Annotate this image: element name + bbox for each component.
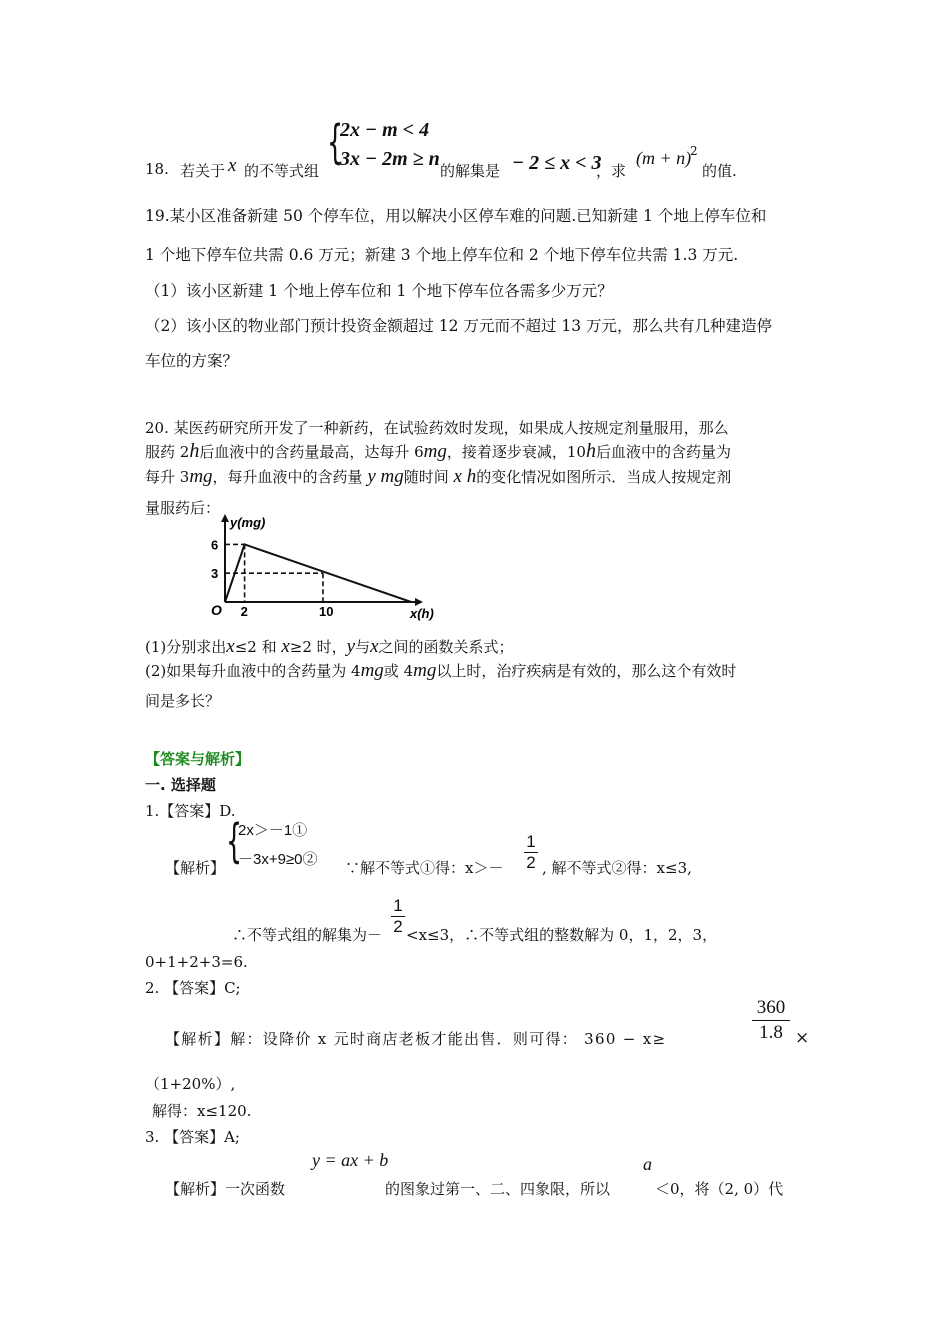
a1-fraction-2 bbox=[391, 896, 405, 937]
a1-label: 1.【答案】D. bbox=[145, 802, 236, 820]
drug-concentration-chart bbox=[205, 510, 445, 625]
a2-label: 2. 【答案】C; bbox=[145, 979, 241, 997]
q20-line-3: 每升 3mg，每升血液中的含药量 y mg随时间 x h的变化情况如图所示．当成人按规定剂 bbox=[145, 466, 732, 487]
x-axis-label: x(h) bbox=[410, 606, 434, 621]
a3-text-2: 的图象过第一、二、四象限，所以 bbox=[385, 1180, 611, 1198]
a2-text-2: （1+20%）, bbox=[145, 1075, 236, 1093]
a2-text-3: 解得：x≤120. bbox=[152, 1102, 252, 1120]
q18-number: 18. bbox=[145, 160, 169, 178]
x-axis-arrow bbox=[415, 598, 423, 606]
y-axis-arrow bbox=[221, 514, 229, 522]
q20-part-2-cont: 间是多长？ bbox=[145, 692, 221, 710]
a1-text-2: , 解不等式②得：x≤3, bbox=[542, 859, 692, 877]
a1-system-2: －3x+9≥0② bbox=[238, 851, 318, 868]
x-tick-label: 10 bbox=[319, 604, 334, 619]
q18-text-a: 若关于 bbox=[180, 162, 226, 180]
a2-fraction-num: 360 bbox=[756, 997, 786, 1018]
a1-fraction-2-den: 2 bbox=[391, 916, 405, 937]
q20-part-1: (1)分别求出x≤2 和 x≥2 时，y与x之间的函数关系式； bbox=[145, 636, 514, 657]
y-tick-label: 6 bbox=[211, 537, 219, 553]
q20-line-1: 20. 某医药研究所开发了一种新药，在试验药效时发现，如果成人按规定剂量服用，那么 bbox=[145, 419, 729, 437]
q18-expression: (m + n) bbox=[636, 148, 692, 168]
q19-line-1: 19.某小区准备新建 50 个停车位，用以解决小区停车难的问题.已知新建 1 个地上停车位和 bbox=[145, 207, 767, 225]
y-axis-label: y(mg) bbox=[230, 515, 266, 530]
a1-analysis-label: 【解析】 bbox=[165, 859, 226, 877]
q18-text-b: 的不等式组 bbox=[244, 162, 320, 180]
y-tick-label: 3 bbox=[211, 566, 219, 582]
a1-fraction-1-den: 2 bbox=[524, 852, 538, 873]
a1-fraction-2-num: 1 bbox=[393, 896, 403, 915]
q18-inequality-2: 3x − 2m ≥ n bbox=[340, 148, 440, 170]
a1-text-1: ∵解不等式①得：x＞－ bbox=[345, 859, 504, 877]
q19-line-2: 1 个地下停车位共需 0.6 万元；新建 3 个地上停车位和 2 个地下停车位共需 1.3 万元. bbox=[145, 246, 739, 264]
a2-text-1: 【解析】解：设降价 x 元时商店老板才能出售．则可得： 360 − x≥ bbox=[165, 1030, 667, 1048]
q18-text-e: 的值. bbox=[702, 162, 737, 180]
a2-fraction bbox=[752, 996, 790, 1045]
a1-fraction-1 bbox=[524, 832, 538, 873]
q18-exponent: 2 bbox=[690, 144, 698, 158]
origin-label: O bbox=[211, 602, 222, 618]
a1-text-5: 0+1+2+3=6. bbox=[145, 953, 248, 971]
q20-line-2: 服药 2h后血液中的含药量最高，达每升 6mg，接着逐步衰减，10h后血液中的含药量为 bbox=[145, 440, 731, 462]
a3-text-1: 【解析】一次函数 bbox=[165, 1180, 286, 1198]
a3-text-3: ＜0，将（2, 0）代 bbox=[655, 1180, 784, 1198]
a1-system-brace: { bbox=[226, 814, 243, 868]
q19-part-2b: 车位的方案？ bbox=[145, 352, 239, 370]
q18-system-brace: { bbox=[327, 115, 344, 169]
x-tick-label: 2 bbox=[240, 604, 248, 619]
section-heading: 一. 选择题 bbox=[145, 776, 216, 794]
a2-fraction-den: 1.8 bbox=[752, 1020, 790, 1045]
a3-a: a bbox=[643, 1154, 652, 1174]
a3-function: y = ax + b bbox=[312, 1150, 389, 1170]
q18-inequality-1: 2x − m < 4 bbox=[340, 119, 430, 141]
a1-fraction-1-num: 1 bbox=[526, 832, 536, 851]
a3-label: 3. 【答案】A; bbox=[145, 1128, 240, 1146]
a1-text-3: ∴不等式组的解集为－ bbox=[232, 926, 383, 944]
q18-var-x: x bbox=[228, 155, 237, 176]
q20-line-4: 量服药后： bbox=[145, 499, 221, 517]
a2-times: × bbox=[795, 1028, 810, 1048]
a1-text-4: <x≤3，∴不等式组的整数解为 0，1，2，3， bbox=[406, 926, 718, 944]
q18-text-d: ，求 bbox=[596, 162, 627, 180]
answers-heading: 【答案与解析】 bbox=[145, 750, 251, 768]
q18-text-c: 的解集是 bbox=[440, 162, 501, 180]
a1-system-1: 2x＞－1① bbox=[238, 822, 308, 839]
q18-solution: − 2 ≤ x < 3 bbox=[512, 152, 602, 174]
q19-part-2a: （2）该小区的物业部门预计投资金额超过 12 万元而不超过 13 万元，那么共有几种建造停 bbox=[145, 317, 773, 335]
q19-part-1: （1）该小区新建 1 个地上停车位和 1 个地下停车位各需多少万元？ bbox=[145, 282, 613, 300]
q20-part-2: (2)如果每升血液中的含药量为 4mg或 4mg以上时，治疗疾病是有效的，那么这个有效时 bbox=[145, 660, 737, 681]
